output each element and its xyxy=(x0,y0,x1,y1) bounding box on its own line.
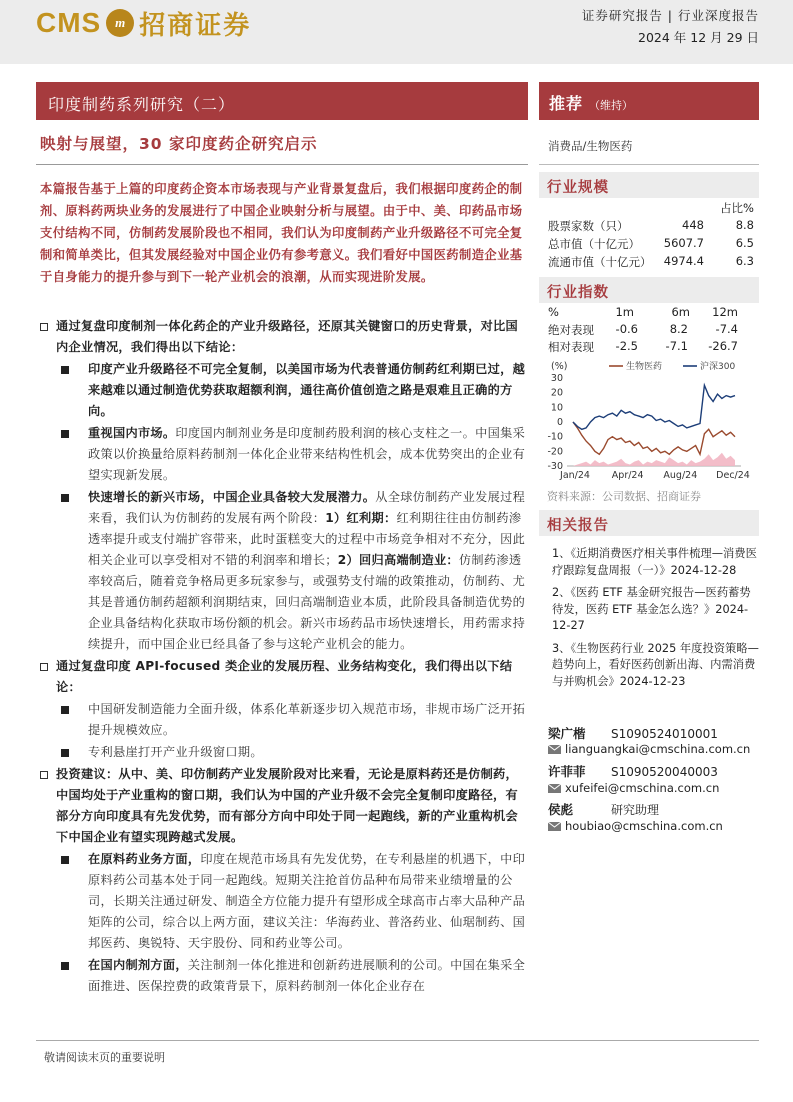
square-bullet-icon xyxy=(61,749,69,757)
bullet-point xyxy=(36,359,530,422)
sector-label: 消费品/生物医药 xyxy=(548,139,633,153)
bullet-point xyxy=(36,699,530,741)
analyst-name: 梁广楷 xyxy=(548,726,586,741)
legend-label: 生物医药 xyxy=(626,362,663,372)
row-value: 5607.7 xyxy=(663,236,704,250)
analyst-email-row xyxy=(548,819,723,833)
col-header: 6m xyxy=(671,305,690,319)
row-label: 总市值（十亿元） xyxy=(548,237,640,251)
table-row xyxy=(548,236,754,254)
rating-main: 推荐 xyxy=(549,94,584,113)
related-reports-heading: 相关报告 xyxy=(539,510,759,536)
checkbox-bullet-icon xyxy=(40,323,48,331)
row-label: 绝对表现 xyxy=(548,323,594,337)
analyst-license: S1090520040003 xyxy=(611,765,718,779)
table-header-row xyxy=(548,200,754,218)
bullet-text: 红利期往往由仿制药渗透率提升或支付端扩容带来，此时蛋糕变大的过程中市场竞争相对不充分，因此相关企业可以享受相对不错的利润率和增长； xyxy=(88,511,526,567)
series-line-hs300 xyxy=(573,385,735,429)
bullet-bold: 印度产业升级路径不可完全复制，以美国市场为代表普通仿制药红利期已过，越来越难以通过制造优势获取超额利润，通往高价值创造之路是艰难且正确的方向。 xyxy=(88,362,526,418)
logo-badge-icon: m xyxy=(106,9,134,37)
logo-company-name: 招商证券 xyxy=(139,10,252,41)
analyst-role: 研究助理 xyxy=(611,803,660,817)
value-6m: 8.2 xyxy=(669,322,688,336)
divider xyxy=(539,164,759,165)
row-pct: 6.5 xyxy=(735,236,754,250)
industry-index-heading: 行业指数 xyxy=(539,277,759,303)
chart-y-tick-label: -20 xyxy=(547,446,563,458)
table-row xyxy=(548,218,754,236)
chart-y-tick-label: 0 xyxy=(556,417,563,428)
report-subtitle: 映射与展望，30 家印度药企研究启示 xyxy=(40,135,318,153)
row-pct: 8.8 xyxy=(735,218,754,232)
row-value: 4974.4 xyxy=(663,254,704,268)
bullet-point xyxy=(36,955,530,997)
analyst-email-row xyxy=(548,781,719,795)
bullet-bold: 重视国内市场。 xyxy=(88,426,176,440)
square-bullet-icon xyxy=(61,706,69,714)
row-label: 股票家数（只） xyxy=(548,219,629,233)
table-row xyxy=(548,322,754,340)
report-date: 2024 年 12 月 29 日 xyxy=(638,30,759,45)
bullet-point xyxy=(36,742,530,763)
analyst-row xyxy=(548,762,718,780)
page-header xyxy=(0,0,793,64)
bullet-text: 专利悬崖打开产业升级窗口期。 xyxy=(88,745,263,759)
envelope-icon xyxy=(548,745,561,754)
series-line-biomed xyxy=(573,422,735,454)
abstract: 本篇报告基于上篇的印度药企资本市场表现与产业背景复盘后，我们根据印度药企的制剂、原料药两块业务的发展进行了中国企业映射分析与展望。由于中、美、印药品市场支付结构不同，仿制药发展阶段也不相同，我们认为印度制药产业升级路径不可完全复制和简单类比，但其发展经验对中国企业仍有参考意义。我们看好中国医药制造企业基于自身能力的提升参与到下一轮产业机会的浪潮，从而实现进阶发展。 xyxy=(40,182,523,284)
analyst-name: 许菲菲 xyxy=(548,764,586,779)
bullet-bold: 1）红利期： xyxy=(325,511,397,525)
related-reports-list xyxy=(552,546,760,696)
report-type: 证券研究报告 | 行业深度报告 xyxy=(581,8,759,23)
value-1m: -0.6 xyxy=(615,322,638,336)
bullet-point xyxy=(36,423,530,486)
section-text: 通过复盘印度 API-focused 类企业的发展历程、业务结构变化，我们得出以下结论： xyxy=(56,659,513,694)
bullet-point xyxy=(36,849,530,954)
bullet-bold: 在国内制剂方面， xyxy=(88,958,188,972)
bullet-text: 中国研发制造能力全面升级，体系化革新逐步切入规范市场，非规市场广泛开拓提升规模效应。 xyxy=(88,702,526,737)
analyst-email[interactable]: lianguangkai@cmschina.com.cn xyxy=(565,742,751,756)
rating-banner xyxy=(539,82,759,120)
chart-source: 资料来源：公司数据、招商证券 xyxy=(547,490,701,503)
section-text: 通过复盘印度制剂一体化药企的产业升级路径，还原其关键窗口的历史背景，对比国内企业情况，我们得出以下结论： xyxy=(56,319,519,354)
value-12m: -26.7 xyxy=(708,339,738,353)
checkbox-bullet-icon xyxy=(40,663,48,671)
analyst-license: S1090524010001 xyxy=(611,727,718,741)
bullet-text: 印度国内制剂业务是印度制药股利润的核心支柱之一。中国集采政策以价换量给原料药制剂一体化企业带来结构性机会，成本优势突出的企业有望实现新发展。 xyxy=(88,426,526,482)
chart-x-tick-label: Dec/24 xyxy=(716,470,750,481)
cms-logo xyxy=(36,6,251,40)
bullet-text: 印度在规范市场具有先发优势，在专利悬崖的机遇下，中印原料药公司基本处于同一起跑线。短期关注抢首仿品种布局带来业绩增量的公司，长期关注通过研发、制造全方位能力提升有望形成全球高市占率大品种产品矩阵的公司，综合以上两方面，建议关注：华海药业、普洛药业、仙琚制药、国邦医药、奥锐特、天宇股份、同和药业等公司。 xyxy=(88,852,526,950)
report-body xyxy=(36,316,530,998)
envelope-icon xyxy=(548,822,561,831)
analyst-name: 侯彪 xyxy=(548,802,574,817)
analyst-email-row xyxy=(548,742,750,756)
analyst-row xyxy=(548,724,718,742)
pct-header: 占比% xyxy=(720,201,754,215)
bullet-text: 从全球仿制药产业发展过程来看，我们认为仿制药的发展有两个阶段： xyxy=(88,490,526,525)
col-header: % xyxy=(548,305,559,319)
legend-label: 沪深300 xyxy=(700,362,736,372)
bullet-text: 关注制剂一体化推进和创新药进展顺利的公司。中国在集采全面推进、医保控费的政策背景下，原料药制剂一体化企业存在 xyxy=(88,958,526,993)
bullet-bold: 快速增长的新兴市场，中国企业具备较大发展潜力。 xyxy=(88,490,376,504)
row-pct: 6.3 xyxy=(735,254,754,268)
analyst-email[interactable]: xufeifei@cmschina.com.cn xyxy=(565,781,720,795)
analyst-email[interactable]: houbiao@cmschina.com.cn xyxy=(565,819,723,833)
col-header: 1m xyxy=(615,305,634,319)
square-bullet-icon xyxy=(61,430,69,438)
envelope-icon xyxy=(548,784,561,793)
logo-cms-text: CMS xyxy=(36,7,102,38)
bullet-point xyxy=(36,487,530,655)
industry-index-chart xyxy=(541,356,759,486)
table-row xyxy=(548,339,754,357)
related-report-link[interactable]: 3、《生物医药行业 2025 年度投资策略—趋势向上，看好医药创新出海、内需消费与并购机会》2024-12-23 xyxy=(552,641,759,688)
row-label: 相对表现 xyxy=(548,340,594,354)
analyst-row xyxy=(548,800,659,818)
square-bullet-icon xyxy=(61,494,69,502)
checkbox-bullet-icon xyxy=(40,771,48,779)
chart-y-tick-label: 10 xyxy=(550,402,563,414)
table-header-row xyxy=(548,305,754,323)
series-title: 印度制药系列研究（二） xyxy=(36,82,528,120)
chart-y-tick-label: -10 xyxy=(547,431,563,443)
value-1m: -2.5 xyxy=(615,339,638,353)
section-heading xyxy=(36,316,530,358)
divider xyxy=(36,164,528,165)
value-6m: -7.1 xyxy=(665,339,688,353)
series-area-relative xyxy=(573,453,735,466)
bullet-bold: 2）回归高端制造业： xyxy=(337,553,459,567)
row-label: 流通市值（十亿元） xyxy=(548,255,652,269)
rating-sub: （维持） xyxy=(589,99,634,112)
chart-x-tick-label: Jan/24 xyxy=(560,470,590,481)
square-bullet-icon xyxy=(61,856,69,864)
section-heading xyxy=(36,764,530,848)
chart-x-tick-label: Aug/24 xyxy=(663,470,698,481)
chart-y-tick-label: 30 xyxy=(550,373,563,384)
value-12m: -7.4 xyxy=(715,322,738,336)
col-header: 12m xyxy=(712,305,738,319)
chart-y-tick-label: -30 xyxy=(547,461,563,472)
bullet-bold: 在原料药业务方面， xyxy=(88,852,201,866)
chart-y-label: (%) xyxy=(551,361,568,372)
chart-x-tick-label: Apr/24 xyxy=(611,470,644,481)
footer-divider xyxy=(36,1040,759,1041)
section-heading xyxy=(36,656,530,698)
footer-note: 敬请阅读末页的重要说明 xyxy=(44,1051,165,1064)
row-value: 448 xyxy=(682,218,704,232)
related-report-link[interactable]: 2、《医药 ETF 基金研究报告—医药蓄势待发，医药 ETF 基金怎么选？》2024-12-27 xyxy=(552,586,751,632)
section-text: 投资建议：从中、美、印仿制药产业发展阶段对比来看，无论是原料药还是仿制药，中国均处于产业重构的窗口期，我们认为中国的产业升级不会完全复制印度路径，有部分方向印度具有先发优势，而有部分方向中印处于同一起跑线，新的产业重构机会下中国企业有望实现跨越式发展。 xyxy=(56,767,519,844)
square-bullet-icon xyxy=(61,962,69,970)
industry-scale-heading: 行业规模 xyxy=(539,172,759,198)
table-row xyxy=(548,254,754,272)
chart-y-tick-label: 20 xyxy=(550,387,563,399)
square-bullet-icon xyxy=(61,366,69,374)
bullet-text: 仿制药渗透率较高后，随着竞争格局更多玩家参与，或强势支付端的政策推动，仿制药、尤其是普通仿制药超额利润期结束，回归高端制造业本质，此阶段具备制造优势的企业具备结构化获取市场份额的机会。新兴市场药品市场快速增长，用药需求持续提升，而中国企业已经具备了参与这轮产业机会的能力。 xyxy=(88,553,526,651)
related-report-link[interactable]: 1、《近期消费医疗相关事件梳理—消费医疗跟踪复盘周报（一）》2024-12-28 xyxy=(552,547,757,577)
